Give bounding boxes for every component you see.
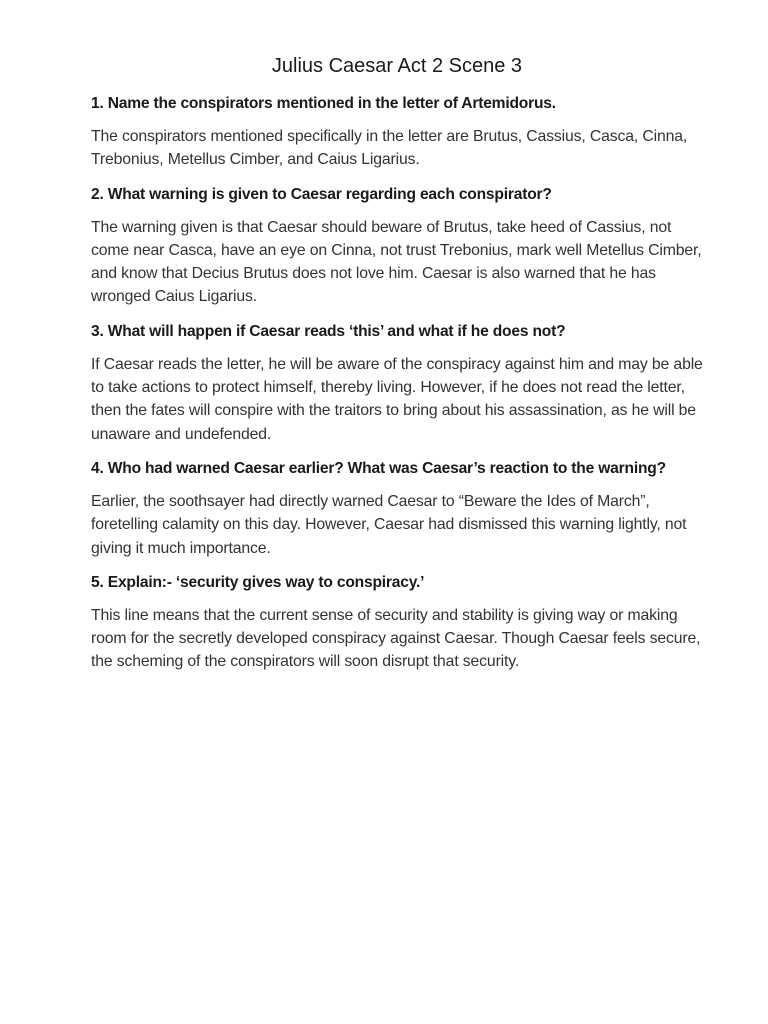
answer-4: Earlier, the soothsayer had directly warned Caesar to “Beware the Ides of March”, foretelling calamity on this day. However, Caesar had dismissed this warning lightly, not giving it much importance. (91, 492, 687, 557)
document-title: Julius Caesar Act 2 Scene 3 (271, 55, 523, 77)
qa-item-2 (91, 183, 708, 309)
qa-item-3 (91, 320, 708, 446)
qa-item-5 (91, 571, 708, 674)
answer-1: The conspirators mentioned specifically in the letter are Brutus, Cassius, Casca, Cinna, Trebonius, Metellus Cimber, and Caius Ligarius. (91, 128, 688, 169)
question-1: 1. Name the conspirators mentioned in the letter of Artemidorus. (91, 95, 556, 112)
qa-item-4 (91, 457, 708, 560)
question-3: 3. What will happen if Caesar reads ‘this’ and what if he does not? (91, 322, 566, 340)
question-2: 2. What warning is given to Caesar regarding each conspirator? (91, 185, 552, 203)
answer-3: If Caesar reads the letter, he will be aware of the conspiracy against him and may be able to take actions to protect himself, thereby living. However, if he does not read the letter, then the fates will conspire with the traitors to bring about his assassination, as he will be unaware and undefended. (91, 355, 703, 443)
question-5: 5. Explain:- ‘security gives way to conspiracy.’ (91, 573, 425, 591)
answer-2: The warning given is that Caesar should beware of Brutus, take heed of Cassius, not come near Casca, have an eye on Cinna, not trust Trebonius, mark well Metellus Cimber, and know that Decius Brutus does not love him. Caesar is also warned that he has wronged Caius Ligarius. (91, 218, 702, 306)
question-4: 4. Who had warned Caesar earlier? What was Caesar’s reaction to the warning? (91, 459, 666, 477)
answer-5: This line means that the current sense of security and stability is giving way or making room for the secretly developed conspiracy against Caesar. Though Caesar feels secure, the scheming of the conspirators will soon disrupt that security. (91, 606, 701, 671)
qa-item-1 (91, 92, 708, 172)
